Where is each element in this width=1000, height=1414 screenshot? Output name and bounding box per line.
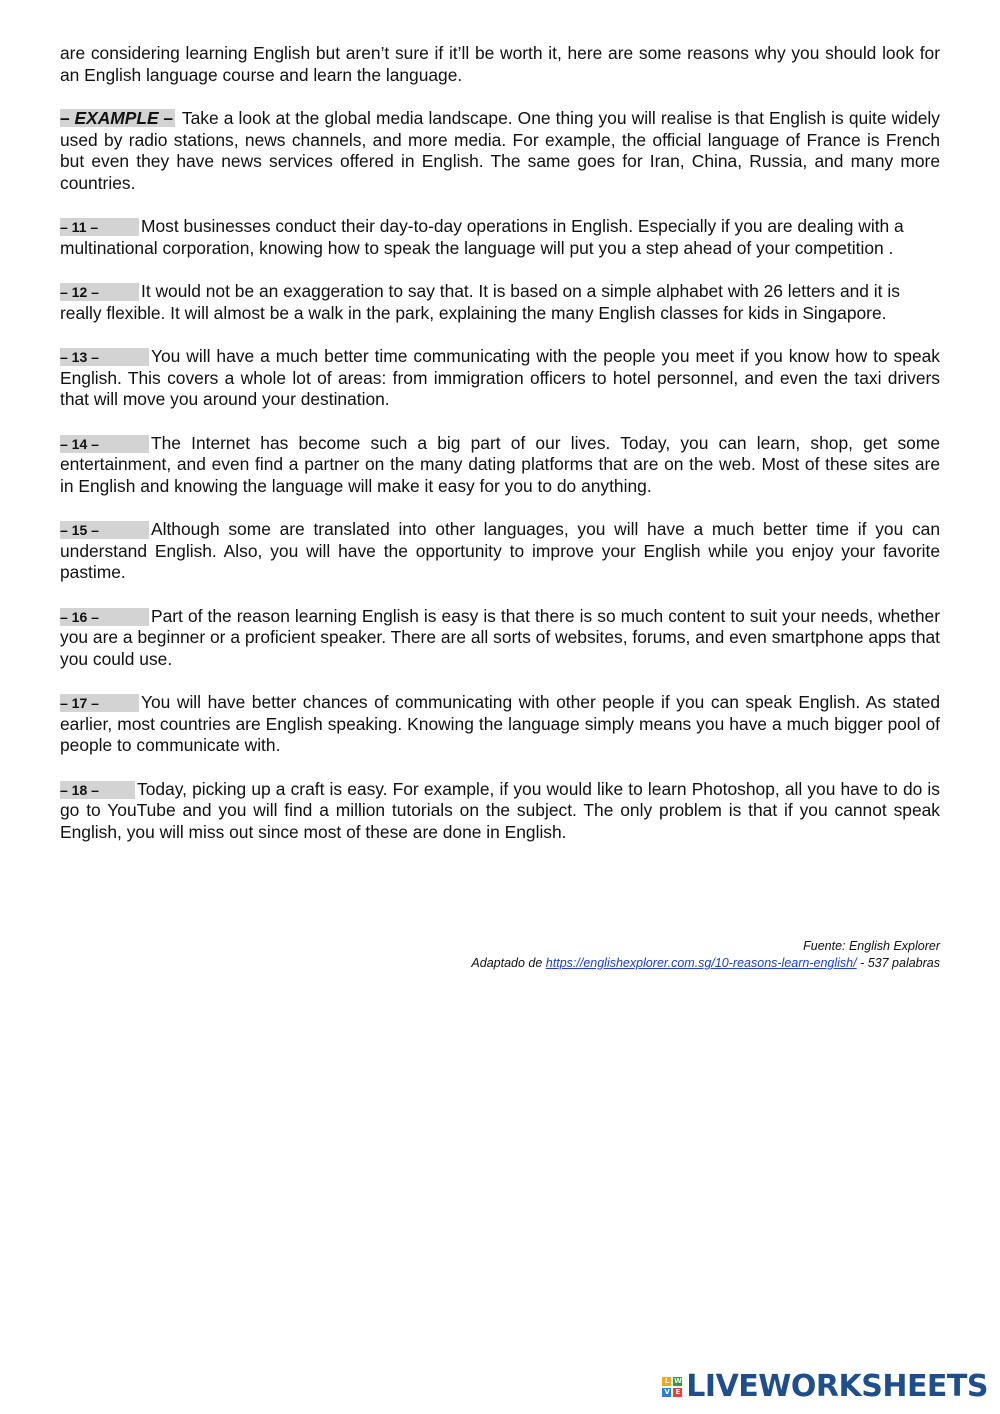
paragraph-11 <box>60 216 940 259</box>
gap-answer-field-12[interactable]: – 12 – <box>60 283 139 301</box>
liveworksheets-logo-icon: L W V E <box>662 1377 682 1397</box>
adapted-line: Adaptado de https://englishexplorer.com.sg/10-reasons-learn-english/ - 537 palabras <box>471 956 940 970</box>
paragraph-text: The Internet has become such a big part of our lives. Today, you can learn, shop, get some entertainment, and even find a partner on the many dating platforms that are on the web. Most of these sites are in English and knowing the language will make it easy for you to do anything. <box>60 432 940 496</box>
source-line: Fuente: English Explorer <box>803 939 940 953</box>
paragraph-13 <box>60 346 940 411</box>
gap-answer-field-14[interactable]: – 14 – <box>60 435 149 453</box>
paragraph-text: Today, picking up a craft is easy. For example, if you would like to learn Photoshop, all you have to do is go to YouTube and you will find a million tutorials on the subject. The only problem is that if you cannot speak English, you will miss out since most of these are done in English. <box>60 778 940 842</box>
source-citation <box>471 938 940 972</box>
paragraph-text: It would not be an exaggeration to say that. It is based on a simple alphabet with 26 letters and it is really flexible. It will almost be a walk in the park, explaining the many English classes for kids in Singapore. <box>60 281 900 323</box>
paragraph-17 <box>60 692 940 757</box>
paragraph-12 <box>60 281 940 324</box>
example-text: Take a look at the global media landscape. One thing you will realise is that English is quite widely used by radio stations, news channels, and more media. For example, the official language of France is French but even they have news services offered in English. The same goes for Iran, China, Russia, and many more countries. <box>60 108 940 193</box>
paragraph-text: Part of the reason learning English is easy is that there is so much content to suit your needs, whether you are a beginner or a proficient speaker. There are all sorts of websites, forums, and even smartphone apps that you could use. <box>60 605 940 669</box>
paragraph-text: Most businesses conduct their day-to-day operations in English. Especially if you are dealing with a multinational corporation, knowing how to speak the language will put you a step ahead of your competition . <box>60 216 904 258</box>
paragraph-text: You will have better chances of communicating with other people if you can speak English. As stated earlier, most countries are English speaking. Knowing the language simply means you have a much bigger pool of people to communicate with. <box>60 692 940 755</box>
intro-paragraph: are considering learning English but aren’t sure if it’ll be worth it, here are some reasons why you should look for an English language course and learn the language. <box>60 43 940 85</box>
gap-answer-field-18[interactable]: – 18 – <box>60 781 135 799</box>
paragraph-16 <box>60 606 940 671</box>
paragraph-14 <box>60 433 940 498</box>
example-gap: – EXAMPLE – <box>60 108 174 128</box>
gap-answer-field-16[interactable]: – 16 – <box>60 608 149 626</box>
paragraph-15 <box>60 519 940 584</box>
gap-answer-field-11[interactable]: – 11 – <box>60 218 139 236</box>
paragraph-text: You will have a much better time communicating with the people you meet if you know how to speak English. This covers a whole lot of areas: from immigration officers to hotel personnel, and even the taxi drivers that will move you around your destination. <box>60 346 940 409</box>
example-paragraph <box>60 108 940 194</box>
gap-answer-field-15[interactable]: – 15 – <box>60 521 149 539</box>
liveworksheets-logo <box>662 1369 988 1404</box>
gap-answer-field-13[interactable]: – 13 – <box>60 348 149 366</box>
source-link[interactable]: https://englishexplorer.com.sg/10-reasons-learn-english/ <box>545 956 857 970</box>
paragraph-18 <box>60 779 940 844</box>
brand-name: LIVEWORKSHEETS <box>686 1369 988 1404</box>
worksheet-text <box>60 43 940 843</box>
paragraph-text: Although some are translated into other languages, you will have a much better time if you can understand English. Also, you will have the opportunity to improve your English while you enjoy your favorite pastime. <box>60 519 940 582</box>
gap-answer-field-17[interactable]: – 17 – <box>60 694 139 712</box>
